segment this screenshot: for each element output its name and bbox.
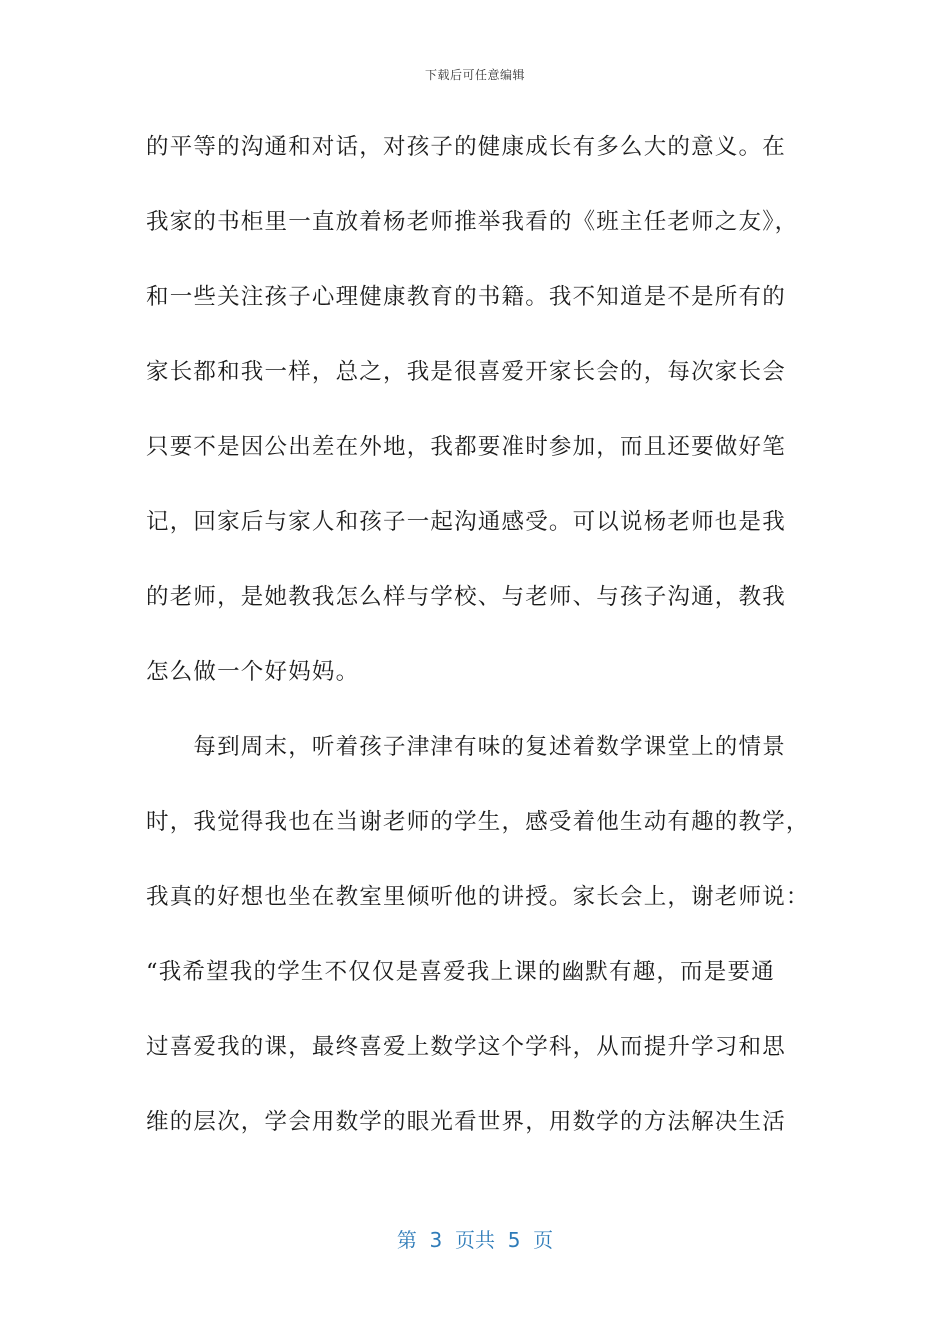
text-line: 维的层次，学会用数学的眼光看世界，用数学的方法解决生活 bbox=[146, 1109, 786, 1135]
header-note: 下载后可任意编辑 bbox=[424, 68, 525, 82]
text-line: 的老师，是她教我怎么样与学校、与老师、与孩子沟通，教我 bbox=[146, 584, 786, 610]
text-line: 我真的好想也坐在教室里倾听他的讲授。家长会上，谢老师说： bbox=[146, 884, 810, 910]
text-line: 只要不是因公出差在外地，我都要准时参加，而且还要做好笔 bbox=[146, 434, 786, 460]
text-line: 时，我觉得我也在当谢老师的学生，感受着他生动有趣的教学， bbox=[146, 809, 810, 835]
text-line: 和一些关注孩子心理健康教育的书籍。我不知道是不是所有的 bbox=[146, 284, 786, 310]
text-line: 记，回家后与家人和孩子一起沟通感受。可以说杨老师也是我 bbox=[146, 509, 786, 535]
document-body bbox=[146, 127, 810, 1177]
text-line: 我家的书柜里一直放着杨老师推举我看的《班主任老师之友》， bbox=[146, 209, 799, 235]
text-line: 过喜爱我的课，最终喜爱上数学这个学科，从而提升学习和思 bbox=[146, 1034, 786, 1060]
text-line: 家长都和我一样，总之，我是很喜爱开家长会的，每次家长会 bbox=[146, 359, 786, 385]
text-line: “我希望我的学生不仅仅是喜爱我上课的幽默有趣，而是要通 bbox=[146, 959, 775, 985]
text-line: 的平等的沟通和对话，对孩子的健康成长有多么大的意义。在 bbox=[146, 134, 786, 160]
text-line: 每到周末，听着孩子津津有味的复述着数学课堂上的情景 bbox=[146, 734, 786, 760]
text-line: 怎么做一个好妈妈。 bbox=[146, 659, 360, 685]
page-number-footer: 第 3 页共 5 页 bbox=[396, 1228, 554, 1252]
